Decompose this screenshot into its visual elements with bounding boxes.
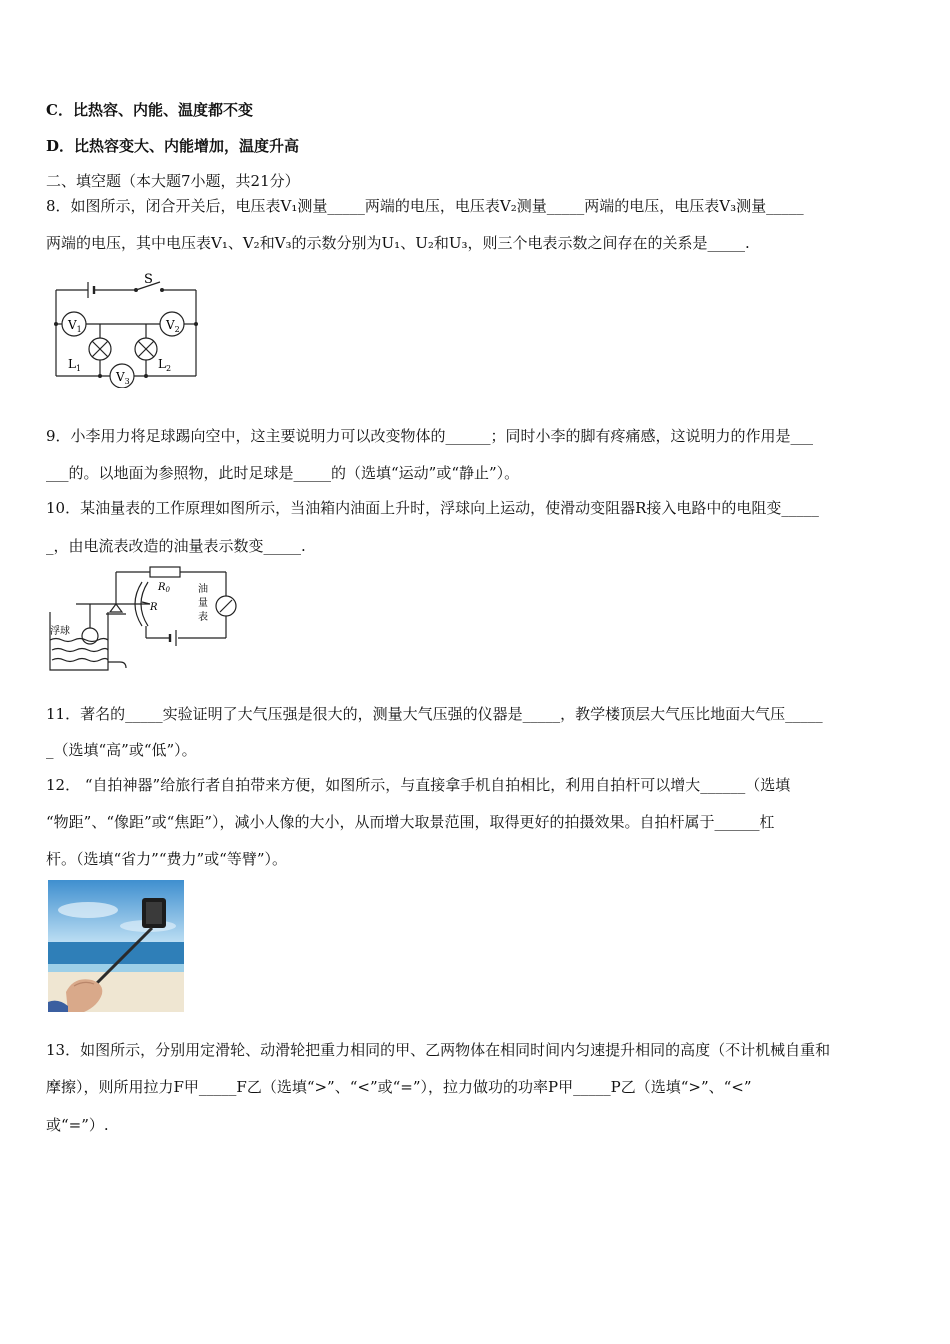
option-c: C．比热容、内能、温度都不变 <box>46 101 253 119</box>
float-label: 浮球 <box>50 626 70 637</box>
question-13-line-1: 13．如图所示，分别用定滑轮、动滑轮把重力相同的甲、乙两物体在相同时间内匀速提升相同的高度（不计机械自重和 <box>46 1041 831 1059</box>
question-10-line-1: 10．某油量表的工作原理如图所示，当油箱内油面上升时，浮球向上运动，使滑动变阻器R接入电路中的电阻变_____ <box>46 499 819 517</box>
meter-label-1: 油 <box>198 584 208 595</box>
question-11-line-2: _（选填“高”或“低”）。 <box>46 741 197 759</box>
selfie-stick-photo <box>48 880 184 1012</box>
question-8-line-2: 两端的电压，其中电压表V₁、V₂和V₃的示数分别为U₁、U₂和U₃，则三个电表示数之间存在的关系是_____. <box>46 234 750 252</box>
r0-label: $R_0$ <box>158 582 170 594</box>
question-8-line-1: 8．如图所示，闭合开关后，电压表V₁测量_____两端的电压，电压表V₂测量_____两端的电压，电压表V₃测量_____ <box>46 197 804 215</box>
l1-label: $L_1$ <box>68 357 82 373</box>
v2-label: $V_2$ <box>166 318 180 334</box>
question-11-line-1: 11．著名的_____实验证明了大气压强是很大的，测量大气压强的仪器是_____，教学楼顶层大气压比地面大气压_____ <box>46 705 823 723</box>
circuit-diagram <box>48 268 204 388</box>
question-9-line-2: ___的。以地面为参照物，此时足球是_____的（选填“运动”或“静止”）。 <box>46 464 520 482</box>
v1-label: $V_1$ <box>68 318 82 334</box>
l2-label: $L_2$ <box>158 357 172 373</box>
meter-label-3: 表 <box>198 612 208 623</box>
question-12-line-3: 杆。（选填“省力”“费力”或“等臂”）。 <box>46 850 288 868</box>
question-12-line-1: 12． “自拍神器”给旅行者自拍带来方便，如图所示，与直接拿手机自拍相比，利用自拍杆可以增大______（选填 <box>46 776 791 794</box>
section-heading: 二、填空题（本大题7小题，共21分） <box>46 172 300 190</box>
question-10-line-2: _，由电流表改造的油量表示数变_____. <box>46 537 306 555</box>
switch-label: S <box>144 272 153 287</box>
question-13-line-3: 或“=”）. <box>46 1116 109 1134</box>
oil-gauge-diagram <box>46 566 242 678</box>
v3-label: $V_3$ <box>116 370 130 386</box>
question-9-line-1: 9．小李用力将足球踢向空中，这主要说明力可以改变物体的______；同时小李的脚有疼痛感，这说明力的作用是___ <box>46 427 814 445</box>
option-d: D．比热容变大、内能增加，温度升高 <box>46 137 300 155</box>
r-label: R <box>150 602 158 613</box>
question-13-line-2: 摩擦），则所用拉力F甲_____F乙（选填“>”、“<”或“=”），拉力做功的功率P甲_____P乙（选填“>”、“<” <box>46 1078 752 1096</box>
meter-label-2: 量 <box>198 598 208 609</box>
question-12-line-2: “物距”、“像距”或“焦距”），减小人像的大小，从而增大取景范围，取得更好的拍摄效果。自拍杆属于______杠 <box>46 813 775 831</box>
